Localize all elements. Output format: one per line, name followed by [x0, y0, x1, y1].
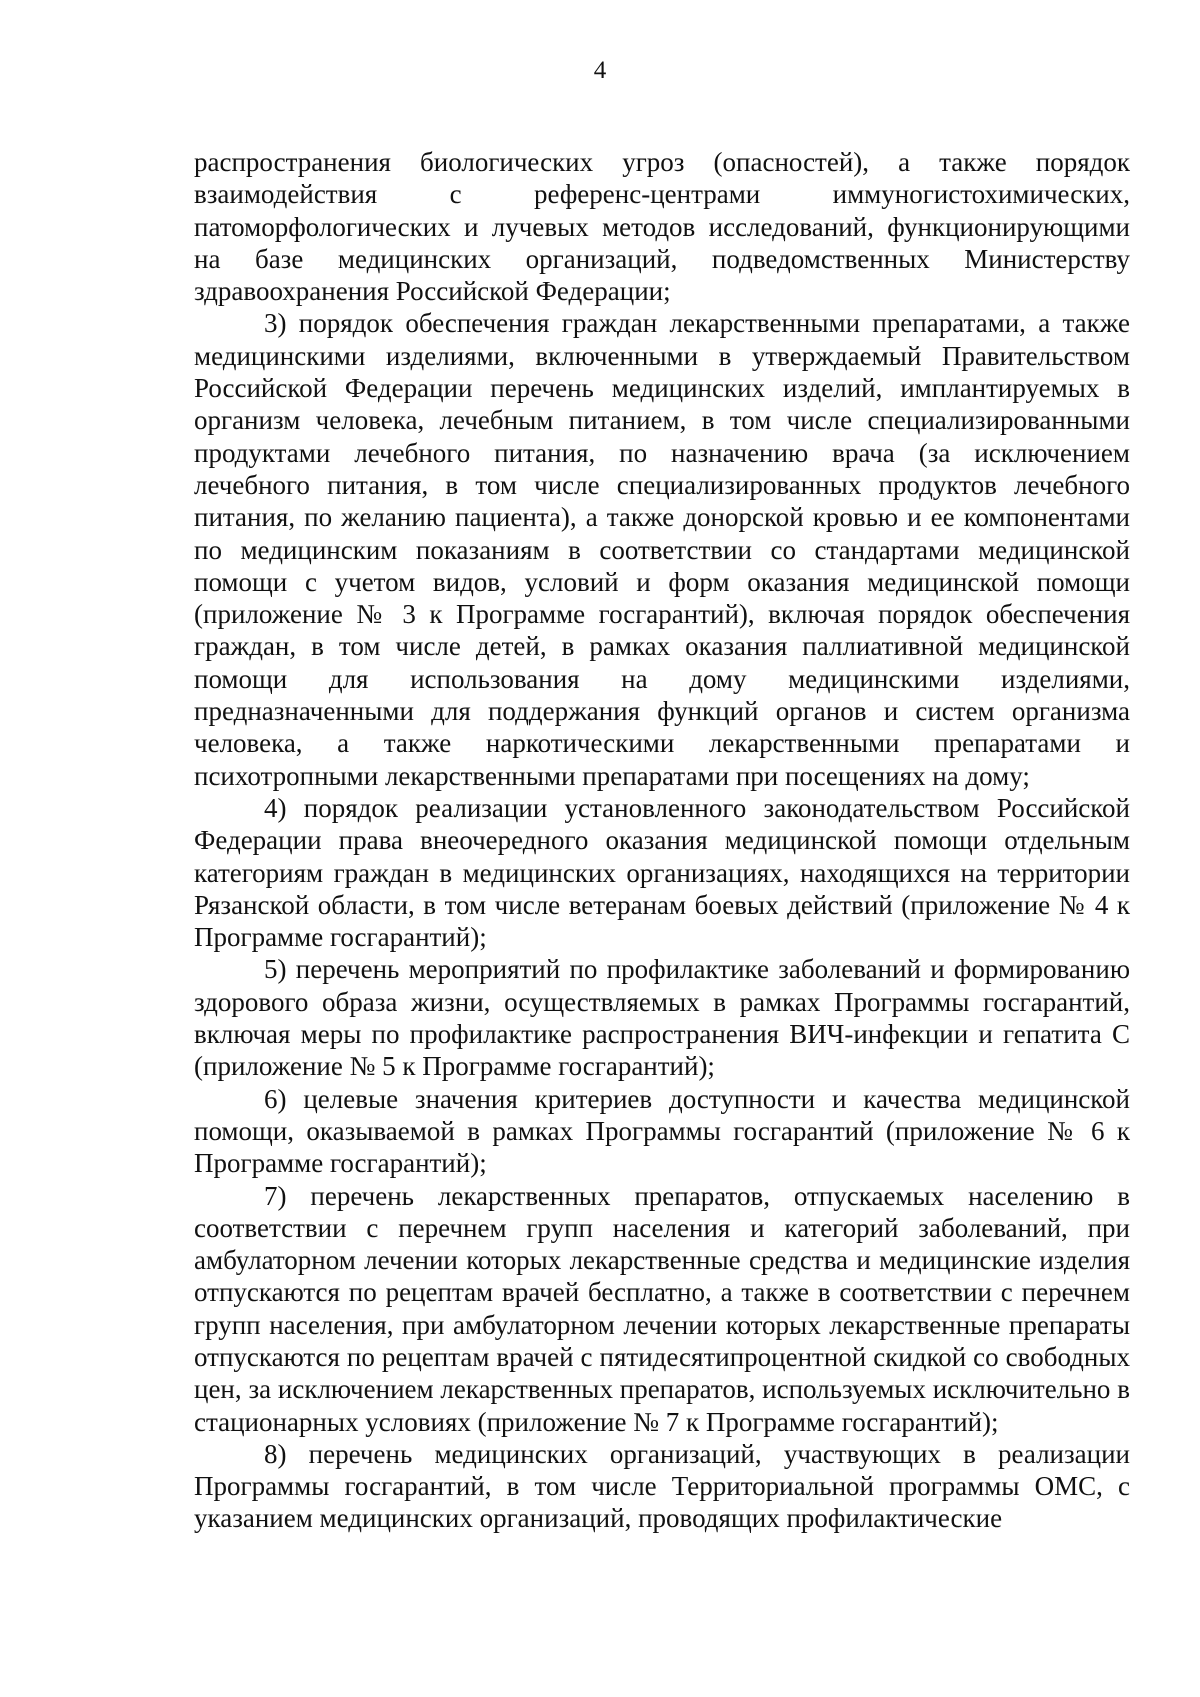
paragraph-continuation: распространения биологических угроз (опасностей), а также порядок взаимодействия с референс-центрами иммуногистохимических, патоморфологических и лучевых методов исследований, функционирующими на базе медицинских организаций, подведомственных Министерству здравоохранения Российской Федерации; [194, 147, 1130, 307]
paragraph-item-5: 5) перечень мероприятий по профилактике заболеваний и формированию здорового образа жизни, осуществляемых в рамках Программы госгарантий, включая меры по профилактике распространения ВИЧ-инфекции и гепатита С (приложение № 5 к Программе госгарантий); [194, 954, 1130, 1082]
paragraph-item-3: 3) порядок обеспечения граждан лекарственными препаратами, а также медицинскими изделиями, включенными в утверждаемый Правительством Российской Федерации перечень медицинских изделий, имплантируемых в организм человека, лечебным питанием, в том числе специализированными продуктами лечебного питания, по назначению врача (за исключением лечебного питания, в том числе специализированных продуктов лечебного питания, по желанию пациента), а также донорской кровью и ее компонентами по медицинским показаниям в соответствии со стандартами медицинской помощи с учетом видов, условий и форм оказания медицинской помощи (приложение № 3 к Программе госгарантий), включая порядок обеспечения граждан, в том числе детей, в рамках оказания паллиативной медицинской помощи для использования на дому медицинскими изделиями, предназначенными для поддержания функций органов и систем организма человека, а также наркотическими лекарственными препаратами и психотропными лекарственными препаратами при посещениях на дому; [194, 308, 1130, 791]
paragraph-item-4: 4) порядок реализации установленного законодательством Российской Федерации права внеочередного оказания медицинской помощи отдельным категориям граждан в медицинских организациях, находящихся на территории Рязанской области, в том числе ветеранам боевых действий (приложение № 4 к Программе госгарантий); [194, 792, 1130, 953]
document-body [194, 146, 1130, 1535]
page-number: 4 [593, 57, 607, 84]
paragraph-item-8: 8) перечень медицинских организаций, участвующих в реализации Программы госгарантий, в том числе Территориальной программы ОМС, с указанием медицинских организаций, проводящих профилактические [194, 1438, 1130, 1534]
paragraph-item-7: 7) перечень лекарственных препаратов, отпускаемых населению в соответствии с перечнем групп населения и категорий заболеваний, при амбулаторном лечении которых лекарственные средства и медицинские изделия отпускаются по рецептам врачей бесплатно, а также в соответствии с перечнем групп населения, при амбулаторном лечении которых лекарственные препараты отпускаются по рецептам врачей с пятидесятипроцентной скидкой со свободных цен, за исключением лекарственных препаратов, используемых исключительно в стационарных условиях (приложение № 7 к Программе госгарантий); [194, 1180, 1130, 1437]
paragraph-item-6: 6) целевые значения критериев доступности и качества медицинской помощи, оказываемой в рамках Программы госгарантий (приложение № 6 к Программе госгарантий); [194, 1083, 1130, 1179]
